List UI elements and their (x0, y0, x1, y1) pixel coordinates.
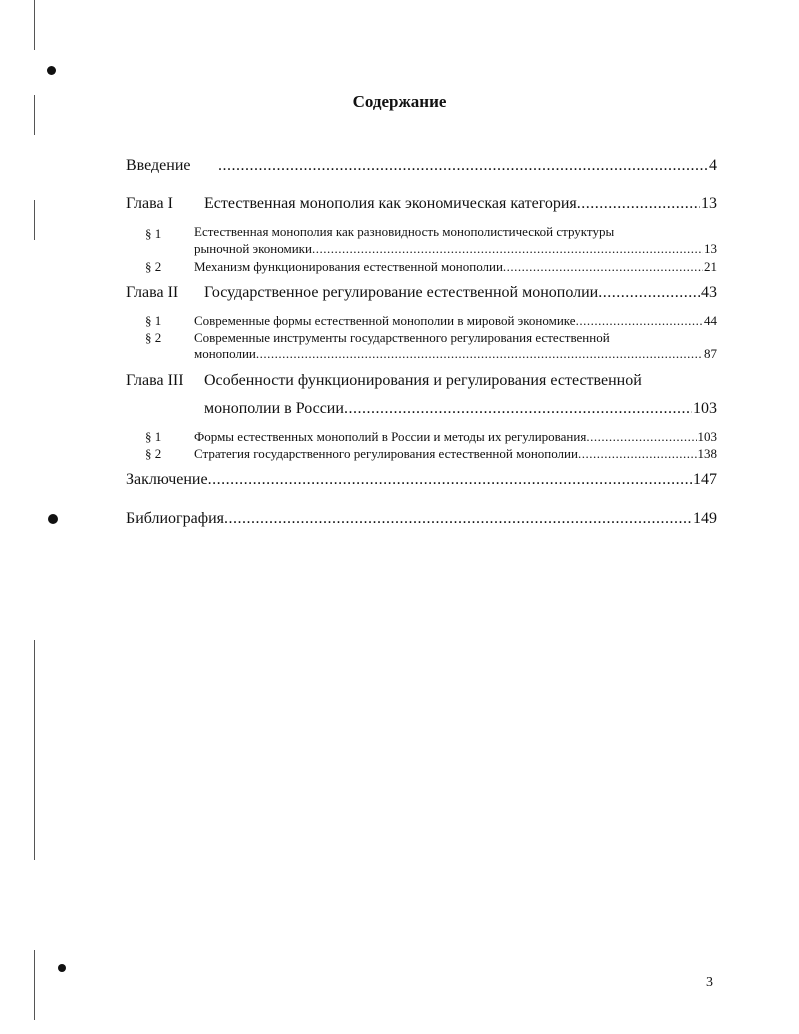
section-number: § 2 (145, 330, 162, 345)
section-number: § 1 (145, 313, 162, 328)
leader-dots (256, 346, 703, 362)
leader-dots (503, 259, 703, 275)
toc-intro (126, 157, 717, 175)
chapter-label: Глава III (126, 372, 184, 389)
toc-chapter (126, 372, 642, 390)
section-title-line1: Естественная монополия как разновидность монополистической структуры (194, 224, 615, 239)
leader-dots (224, 510, 692, 528)
section-page: 21 (704, 259, 717, 274)
toc-intro-label: Введение (126, 157, 191, 174)
scan-edge-line (34, 200, 35, 240)
chapter-page: 43 (701, 284, 717, 301)
section-number: § 1 (145, 429, 162, 444)
section-page: 13 (704, 241, 717, 256)
section-title-line2: монополии (194, 346, 256, 361)
chapter-title-line1: Особенности функционирования и регулирования естественной (204, 372, 642, 389)
toc-section (194, 241, 717, 257)
scan-speck (48, 514, 58, 524)
leader-dots (344, 400, 692, 418)
leader-dots (586, 429, 696, 445)
section-title: Формы естественных монополий в России и методы их регулирования (194, 429, 587, 444)
scan-speck (58, 964, 66, 972)
page-number: 3 (706, 975, 713, 990)
section-page: 103 (697, 429, 717, 444)
scan-edge-line (34, 0, 35, 50)
section-title-line1: Современные инструменты государственного регулирования естественной (194, 330, 610, 345)
leader-dots (578, 446, 697, 462)
section-page: 138 (697, 446, 717, 461)
chapter-page: 103 (693, 400, 717, 417)
section-page: 44 (704, 313, 717, 328)
chapter-title-line2: монополии в России (204, 400, 344, 417)
toc-conclusion-page: 147 (693, 471, 717, 488)
chapter-title: Государственное регулирование естественной монополии (204, 284, 599, 301)
section-title: Механизм функционирования естественной монополии (194, 259, 503, 274)
toc-chapter (126, 195, 717, 213)
scan-speck (47, 66, 56, 75)
toc-section (194, 446, 717, 462)
leader-dots (598, 284, 700, 302)
page-title: Содержание (352, 92, 447, 111)
section-number: § 1 (145, 226, 162, 241)
toc-section (194, 346, 717, 362)
section-title: Современные формы естественной монополии в мировой экономике (194, 313, 576, 328)
section-title: Стратегия государственного регулирования естественной монополии (194, 446, 578, 461)
toc-chapter (126, 284, 717, 302)
leader-dots (218, 157, 708, 175)
scan-edge-line (34, 950, 35, 1020)
toc-section (194, 259, 717, 275)
leader-dots (208, 471, 692, 489)
toc-section (194, 429, 717, 445)
leader-dots (577, 195, 700, 213)
toc-bibliography-label: Библиография (126, 510, 224, 527)
leader-dots (312, 241, 703, 257)
section-page: 87 (704, 346, 717, 361)
toc-bibliography-page: 149 (693, 510, 717, 527)
leader-dots (576, 313, 703, 329)
scan-edge-line (34, 640, 35, 860)
chapter-page: 13 (701, 195, 717, 212)
section-number: § 2 (145, 259, 162, 274)
toc-intro-page: 4 (709, 157, 717, 174)
toc-conclusion-label: Заключение (126, 471, 208, 488)
section-title-line2: рыночной экономики (194, 241, 312, 256)
toc-bibliography (126, 510, 717, 528)
chapter-label: Глава II (126, 284, 179, 301)
toc-section (194, 313, 717, 329)
chapter-title: Естественная монополия как экономическая категория (204, 195, 577, 212)
chapter-label: Глава I (126, 195, 173, 212)
toc-conclusion (126, 471, 717, 489)
section-number: § 2 (145, 446, 162, 461)
toc-chapter-continuation (204, 400, 717, 418)
